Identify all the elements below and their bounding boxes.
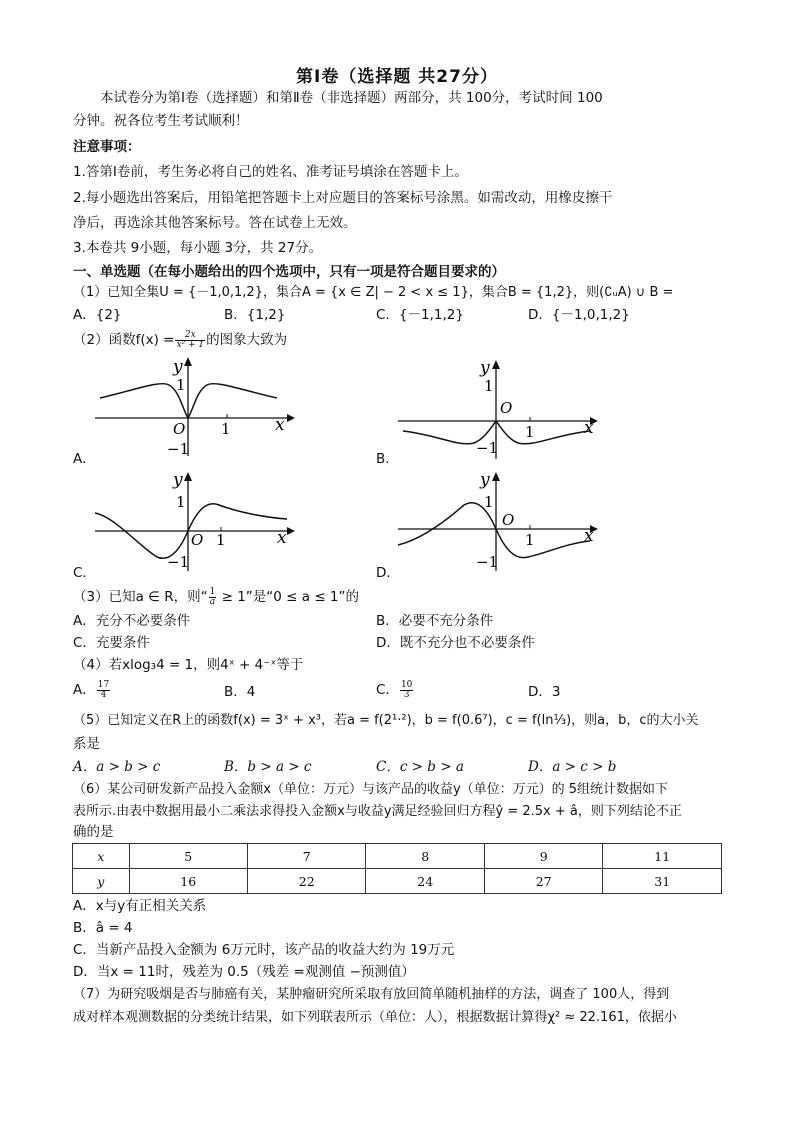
- y-axis-arrow: [184, 472, 192, 481]
- x-label: x: [584, 526, 594, 546]
- q2-option-b[interactable]: B．: [376, 451, 399, 467]
- table-header-x: x: [73, 844, 130, 869]
- q2-option-a[interactable]: A．: [73, 451, 96, 467]
- q1-option-a[interactable]: A．{2}: [73, 307, 122, 323]
- y-axis-arrow: [492, 360, 500, 369]
- q3-option-a[interactable]: A．充分不必要条件: [73, 613, 191, 629]
- q4-option-c-label: C．: [376, 682, 399, 698]
- table-cell: 11: [603, 844, 722, 869]
- q6-option-d[interactable]: D．当x = 11时，残差为 0.5（残差 =观测值 −预测值）: [73, 964, 415, 980]
- q3-option-d[interactable]: D．既不充分也不必要条件: [376, 635, 535, 651]
- q2-graph-c: [95, 467, 305, 577]
- q4-option-d[interactable]: D．3: [528, 684, 561, 700]
- q2-stem-post: 的图象大致为: [206, 332, 288, 348]
- q4-option-a[interactable]: [73, 680, 111, 700]
- tick-label-1: 1: [525, 531, 535, 549]
- q6-line-1: （6）某公司研发新产品投入金额x（单位：万元）与该产品的收益y（单位：万元）的 5组统计数据如下: [73, 782, 669, 797]
- notes-heading: 注意事项：: [73, 139, 141, 155]
- q7-line-2: 成对样本观测数据的分类统计结果，如下列联表所示（单位：人），根据数据计算得χ² ≈ 22.161，依据小: [73, 1010, 677, 1025]
- y-label: y: [173, 470, 183, 490]
- q1-option-b[interactable]: B．{1,2}: [224, 307, 286, 323]
- x-label: x: [275, 415, 285, 435]
- origin-label: O: [191, 531, 204, 549]
- q2-fraction: [175, 331, 205, 350]
- q3-numerator: 1: [209, 586, 216, 597]
- q2-graph-a: [95, 352, 305, 462]
- table-cell: 22: [247, 869, 365, 894]
- y-label: y: [480, 358, 490, 378]
- q6-option-c[interactable]: C．当新产品投入金额为 6万元时，该产品的收益大约为 19万元: [73, 942, 455, 958]
- q2-stem: [73, 330, 287, 350]
- origin-label: O: [173, 420, 186, 438]
- tick-label-1: 1: [221, 420, 231, 438]
- note-2a: 2.每小题选出答案后，用铅笔把答题卡上对应题目的答案标号涂黑。如需改动，用橡皮擦干: [73, 190, 613, 206]
- q6-option-a[interactable]: A．x与y有正相关关系: [73, 898, 207, 914]
- q4-c-denominator: 3: [403, 689, 410, 700]
- q6-line-3: 确的是: [73, 824, 114, 840]
- q3-option-c[interactable]: C．充要条件: [73, 635, 150, 651]
- q4-option-c[interactable]: [376, 680, 414, 700]
- q7-line-1: （7）为研究吸烟是否与肺癌有关，某肿瘤研究所采取有放回简单随机抽样的方法，调查了 100人，得到: [73, 987, 670, 1002]
- q4-option-a-fraction: [97, 681, 110, 700]
- q4-c-numerator: 10: [400, 679, 413, 690]
- y-label: y: [173, 357, 183, 377]
- q3-denominator: a: [209, 596, 216, 607]
- y-axis-arrow: [492, 472, 500, 481]
- intro-line-2: 分钟。祝各位考生考试顺利！: [73, 113, 249, 129]
- q5-option-b[interactable]: B．b > a > c: [224, 759, 312, 775]
- q5-stem-2: 系是: [73, 736, 100, 752]
- q2-numerator: 2x: [175, 331, 205, 341]
- tick-label-1: 1: [525, 423, 535, 441]
- q6-option-b[interactable]: B．â = 4: [73, 920, 133, 936]
- tick-label-neg1: −1: [167, 553, 190, 571]
- page-title: 第Ⅰ卷（选择题 共27分）: [296, 67, 498, 87]
- q2-graph-d: [398, 467, 608, 577]
- note-2b: 净后，再选涂其他答案标号。答在试卷上无效。: [73, 215, 357, 231]
- q6-data-table: [72, 843, 722, 894]
- tick-label-1-y: 1: [484, 493, 494, 511]
- table-cell: 16: [129, 869, 247, 894]
- q3-stem-post: ≥ 1”是“0 ≤ a ≤ 1”的: [217, 589, 360, 605]
- x-label: x: [277, 528, 287, 548]
- y-axis-arrow: [184, 357, 192, 366]
- q4-a-numerator: 17: [97, 679, 110, 690]
- q5-option-d[interactable]: D．a > c > b: [528, 759, 617, 775]
- q4-option-b[interactable]: B．4: [224, 684, 256, 700]
- q1-option-d[interactable]: D．{－1,0,1,2}: [528, 307, 630, 323]
- table-row: [73, 869, 722, 894]
- tick-label-1-y: 1: [176, 376, 186, 394]
- q4-a-denominator: 4: [100, 689, 107, 700]
- q1-stem: （1）已知全集U = {－1,0,1,2}，集合A = {x ∈ Z| − 2 < x ≤ 1}，集合B = {1,2}，则(∁ᵤA) ∪ B =: [73, 285, 674, 300]
- tick-label-1: 1: [216, 531, 226, 549]
- table-cell: 31: [603, 869, 722, 894]
- q2-option-c[interactable]: C．: [73, 565, 96, 581]
- table-row: [73, 844, 722, 869]
- table-cell: 9: [484, 844, 602, 869]
- x-axis-arrow: [287, 527, 295, 535]
- section-heading: 一、单选题（在每小题给出的四个选项中，只有一项是符合题目要求的）: [73, 264, 505, 280]
- y-label: y: [480, 470, 490, 490]
- q3-fraction: [209, 588, 217, 607]
- q2-stem-pre: （2）函数f(x) =: [73, 332, 175, 348]
- origin-label: O: [500, 399, 513, 417]
- q4-option-c-fraction: [400, 681, 413, 700]
- q2-option-d[interactable]: D．: [376, 565, 400, 581]
- q2-denominator: x² + 1: [176, 339, 205, 350]
- note-3: 3.本卷共 9小题，每小题 3分，共 27分。: [73, 240, 323, 256]
- x-axis-arrow: [287, 414, 295, 422]
- tick-label-1-y: 1: [176, 493, 186, 511]
- table-cell: 27: [484, 869, 602, 894]
- table-cell: 24: [366, 869, 484, 894]
- table-cell: 7: [247, 844, 365, 869]
- q1-option-c[interactable]: C．{－1,1,2}: [376, 307, 464, 323]
- table-header-y: y: [73, 869, 130, 894]
- q4-stem: （4）若xlog₃4 = 1，则4ˣ + 4⁻ˣ等于: [73, 657, 304, 673]
- q3-option-b[interactable]: B．必要不充分条件: [376, 613, 494, 629]
- q5-stem: （5）已知定义在R上的函数f(x) = 3ˣ + x³，若a = f(2¹·²)，b = f(0.6⁷)，c = f(ln⅓)，则a，b，c的大小关: [73, 713, 699, 728]
- q6-line-2: 表所示.由表中数据用最小二乘法求得投入金额x与收益y满足经验回归方程ŷ = 2.5x + â，则下列结论不正: [73, 804, 682, 819]
- q4-option-a-label: A．: [73, 682, 96, 698]
- table-cell: 5: [129, 844, 247, 869]
- q5-option-a[interactable]: A．a > b > c: [73, 759, 161, 775]
- note-1: 1.答第Ⅰ卷前，考生务必将自己的姓名、准考证号填涂在答题卡上。: [73, 164, 468, 180]
- tick-label-1-y: 1: [484, 377, 494, 395]
- curve: [398, 503, 590, 558]
- q3-stem: [73, 587, 359, 607]
- tick-label-neg1: −1: [167, 440, 190, 458]
- q2-graph-b: [398, 355, 608, 465]
- tick-label-neg1: −1: [476, 553, 499, 571]
- intro-line-1: 本试卷分为第Ⅰ卷（选择题）和第Ⅱ卷（非选择题）两部分，共 100分，考试时间 100: [100, 90, 603, 106]
- q5-option-c[interactable]: C．c > b > a: [376, 759, 464, 775]
- q3-stem-pre: （3）已知a ∈ R，则“: [73, 589, 208, 605]
- x-label: x: [584, 418, 594, 438]
- table-cell: 8: [366, 844, 484, 869]
- origin-label: O: [502, 511, 515, 529]
- tick-label-neg1: −1: [476, 439, 499, 457]
